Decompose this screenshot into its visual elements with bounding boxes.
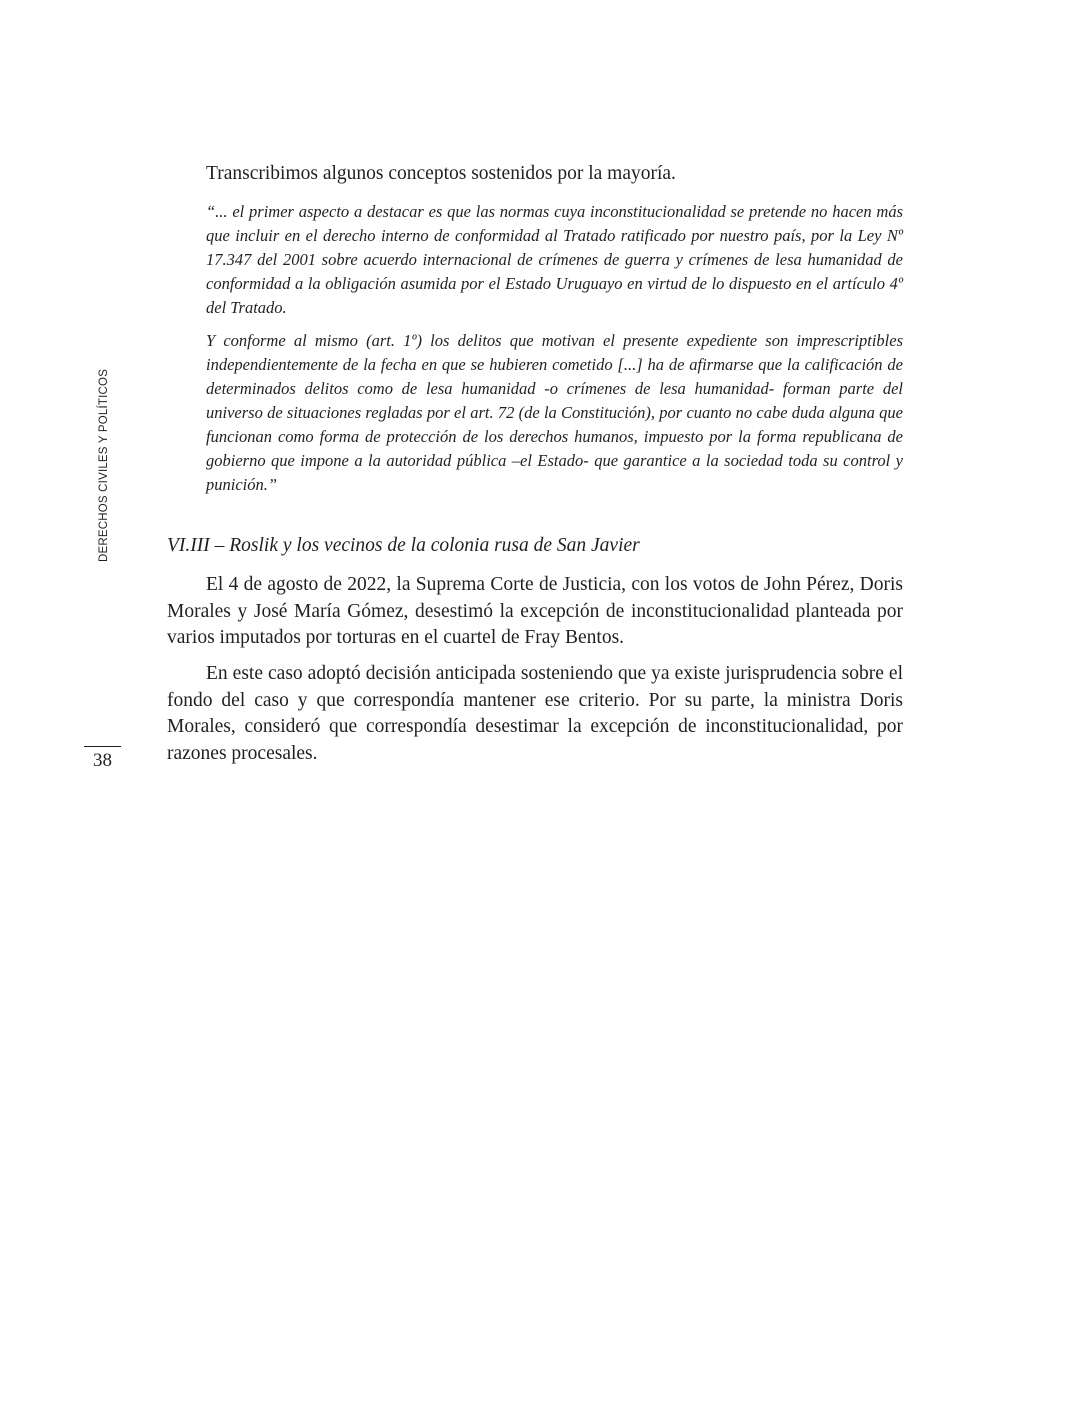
quote-paragraph-1: “... el primer aspecto a destacar es que las normas cuya inconstitucionalidad se pretende no hacen más que incluir en el derecho interno de conformidad al Tratado ratificado por nuestro país, por la Ley Nº 17.347 del 2001 sobre acuerdo internacional de crímenes de guerra y crímenes de lesa humanidad de conformidad a la obligación asumida por el Estado Uruguayo en virtud de lo dispuesto en el artículo 4º del Tratado. xyxy=(206,202,903,317)
running-head: DERECHOS CIVILES Y POLÍTICOS xyxy=(98,368,110,562)
body-paragraph-2: En este caso adoptó decisión anticipada sosteniendo que ya existe jurisprudencia sobre el fondo del caso y que correspondía mantener ese criterio. Por su parte, la ministra Doris Morales, consideró que correspondía desestimar la excepción de inconstitucionalidad, por razones procesales. xyxy=(167,663,903,764)
page-number-rule xyxy=(84,746,121,747)
page-number: 38 xyxy=(93,750,112,771)
section-heading: VI.III – Roslik y los vecinos de la colonia rusa de San Javier xyxy=(167,535,640,556)
intro-sentence: Transcribimos algunos conceptos sostenidos por la mayoría. xyxy=(206,163,676,184)
quote-paragraph-2: Y conforme al mismo (art. 1º) los delitos que motivan el presente expediente son imprescriptibles independientemente de la fecha en que se hubieren cometido [...] ha de afirmarse que la calificación de determinados delitos como de lesa humanidad -o crímenes de lesa humanidad- forman parte del universo de situaciones regladas por el art. 72 (de la Constitución), por cuanto no cabe duda alguna que funcionan como forma de protección de los derechos humanos, impuesto por la forma republicana de gobierno que impone a la autoridad pública –el Estado- que garantice a la sociedad toda su control y punición.” xyxy=(206,331,903,494)
body-paragraph-1: El 4 de agosto de 2022, la Suprema Corte de Justicia, con los votos de John Pérez, Doris Morales y José María Gómez, desestimó la excepción de inconstitucionalidad planteada por varios imputados por torturas en el cuartel de Fray Bentos. xyxy=(167,574,903,648)
